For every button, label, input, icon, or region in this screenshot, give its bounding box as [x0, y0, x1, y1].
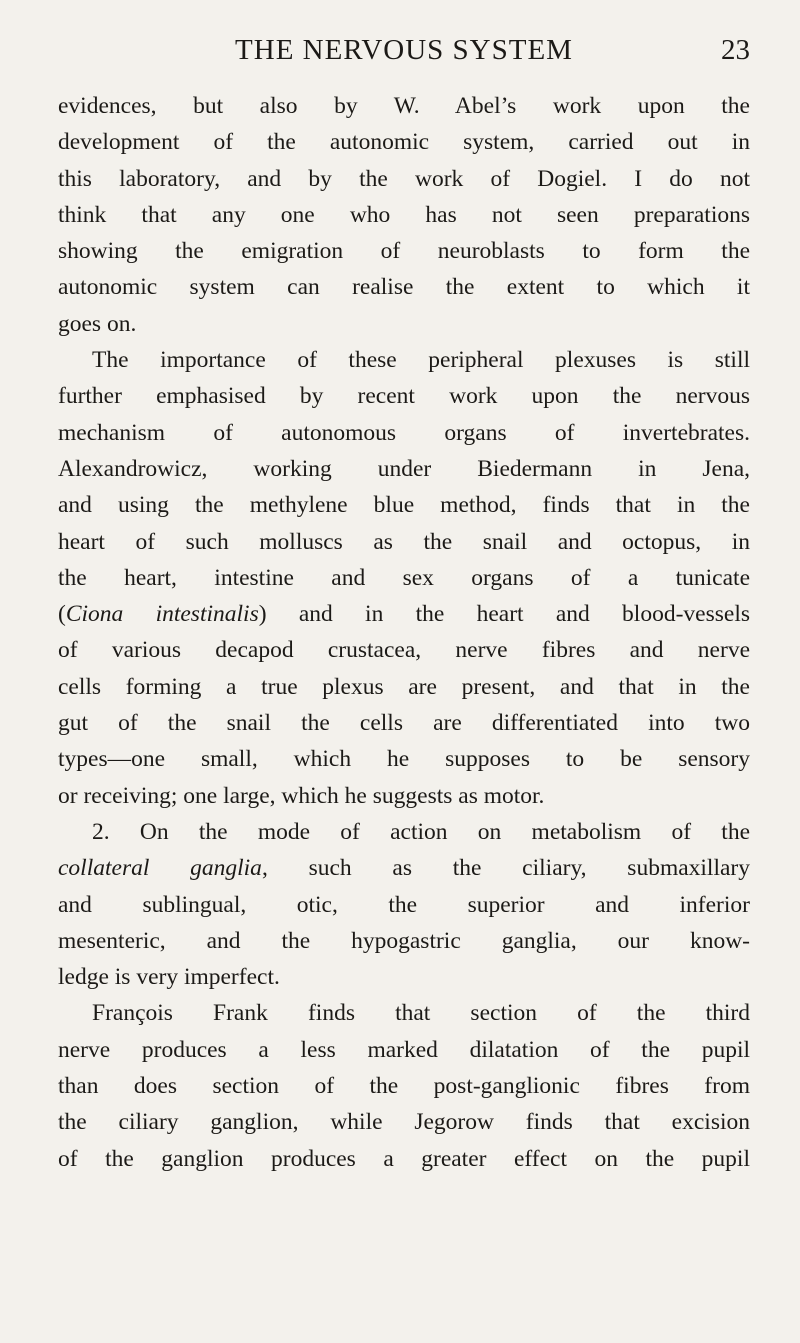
text-line [58, 850, 750, 886]
text-line: of the ganglion produces a greater effect on the pupil [58, 1145, 750, 1172]
paren-open: ( [58, 601, 66, 628]
paragraph-4 [58, 995, 750, 1176]
text-line [58, 814, 750, 850]
text-line: the ciliary ganglion, while Jegorow finds that excision [58, 1109, 750, 1136]
emphasis-term: collateral ganglia [58, 855, 262, 882]
text-line: further emphasised by recent work upon the nervous [58, 383, 750, 410]
text-line: than does section of the post-ganglionic fibres from [58, 1073, 750, 1100]
text-line: heart of such molluscs as the snail and octopus, in [58, 528, 750, 555]
text-line: ledge is very imperfect. [58, 964, 280, 991]
text-line: the heart, intestine and sex organs of a tunicate [58, 564, 750, 591]
text-fragment: On the mode of action on metabolism of the [109, 818, 750, 845]
page-number: 23 [721, 34, 750, 66]
book-page [58, 30, 750, 1177]
paragraph-3 [58, 814, 750, 995]
running-head [58, 30, 750, 88]
text-line: and using the methylene blue method, finds that in the [58, 492, 750, 519]
paragraph-2 [58, 342, 750, 814]
text-line: development of the autonomic system, carried out in [58, 129, 750, 156]
text-line: Alexandrowicz, working under Biedermann in Jena, [58, 455, 750, 482]
text-line: mechanism of autonomous organs of invertebrates. [58, 419, 750, 446]
text-line: gut of the snail the cells are differentiated into two [58, 710, 750, 737]
text-line: François Frank finds that section of the third [92, 1000, 750, 1027]
text-line: or receiving; one large, which he suggests as motor. [58, 782, 545, 809]
text-line: autonomic system can realise the extent to which it [58, 274, 750, 301]
text-fragment: ) and in the heart and blood-vessels [258, 601, 750, 628]
text-fragment: , such as the ciliary, submaxillary [261, 855, 750, 882]
section-number: 2. [92, 818, 110, 845]
text-line: of various decapod crustacea, nerve fibres and nerve [58, 637, 750, 664]
text-line: think that any one who has not seen preparations [58, 201, 750, 228]
text-line: cells forming a true plexus are present, and that in the [58, 673, 750, 700]
text-line: mesenteric, and the hypogastric ganglia, our know- [58, 927, 750, 954]
text-line: showing the emigration of neuroblasts to form the [58, 238, 750, 265]
text-line-ciona [58, 596, 750, 632]
text-line: The importance of these peripheral plexuses is still [92, 347, 750, 374]
text-line: types—one small, which he supposes to be sensory [58, 746, 750, 773]
text-line: evidences, but also by W. Abel’s work upon the [58, 93, 750, 119]
text-line: and sublingual, otic, the superior and inferior [58, 891, 750, 918]
running-title: THE NERVOUS SYSTEM [235, 34, 573, 66]
species-name: Ciona intestinalis [65, 601, 259, 628]
paragraph-1 [58, 88, 750, 342]
body-text [58, 88, 750, 1177]
text-line: nerve produces a less marked dilatation of the pupil [58, 1036, 750, 1063]
text-line: this laboratory, and by the work of Dogiel. I do not [58, 165, 750, 192]
text-line: goes on. [58, 310, 137, 337]
